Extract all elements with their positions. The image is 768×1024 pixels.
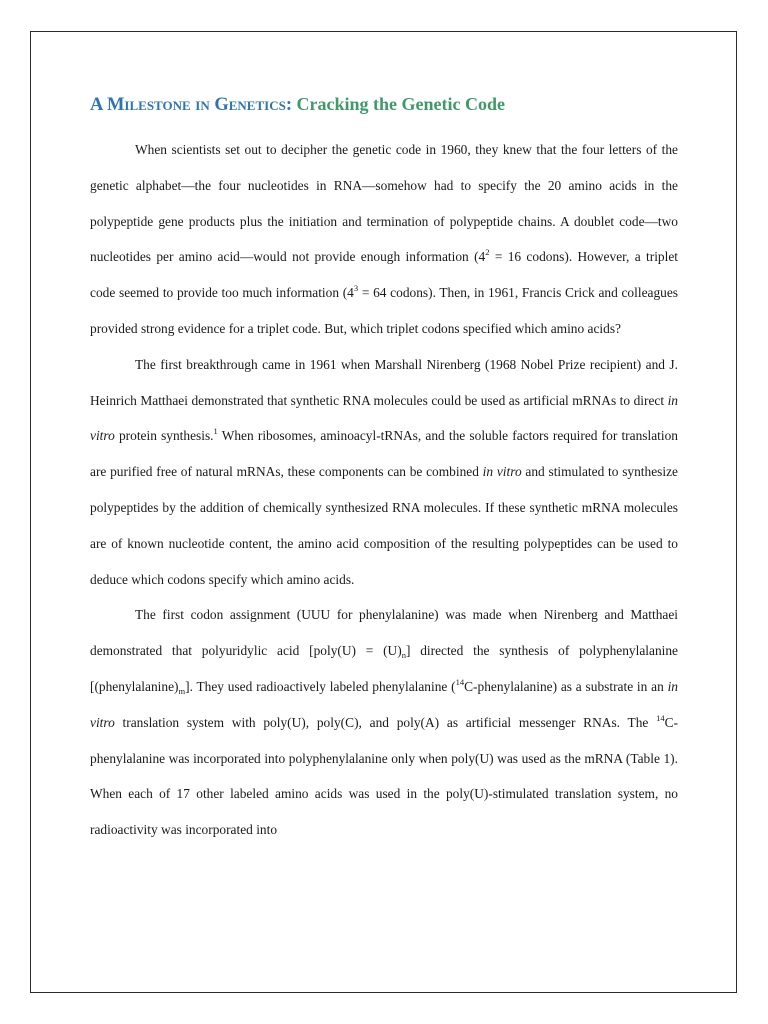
p3-text-b: ] directed the synthesis of polyphenylalanine [(phenylalanine) (90, 643, 678, 694)
p3-superscript-2: 14 (656, 712, 665, 723)
p3-text-e: translation system with poly(U), poly(C), and poly(A) as artificial messenger RNAs. The (114, 714, 657, 730)
p2-italic-1: in vitro (90, 392, 678, 444)
p3-text-d: C-phenylalanine) as a substrate in an (464, 678, 668, 694)
p1-superscript-2: 3 (353, 283, 359, 294)
paragraph-3 (90, 597, 678, 848)
p2-text-b: protein synthesis. (114, 428, 214, 444)
p3-italic-1: in vitro (90, 678, 678, 730)
p3-text-c: ]. They used radioactively labeled phenylalanine ( (185, 678, 456, 694)
paragraph-1 (90, 132, 678, 347)
p1-text-b: = 16 codons). However, a triplet code seemed to provide too much information (4 (90, 249, 678, 301)
p1-text-c: = 64 codons). Then, in 1961, Francis Crick and colleagues provided strong evidence for a triplet code. But, which triplet codons specified which amino acids? (90, 285, 679, 336)
p3-subscript-2: m (178, 685, 186, 696)
p3-text-f: C-phenylalanine was incorporated into polyphenylalanine only when poly(U) was used as the mRNA (Table 1). When each of 17 other labeled amino acids was used in the poly(U)-stimulated translation system, no radioactivity was incorporated into (90, 714, 678, 838)
p2-italic-2: in vitro (482, 464, 522, 480)
p3-text-a: The first codon assignment (UUU for phenylalanine) was made when Nirenberg and Matthaei demonstrated that polyuridylic acid [poly(U) = (U) (90, 607, 678, 659)
p2-footnote-ref: 1 (213, 426, 218, 437)
title-lead: A Milestone in Genetics: (90, 95, 292, 115)
p2-text-c: When ribosomes, aminoacyl-tRNAs, and the soluble factors required for translation are purified free of natural mRNAs, these components can be combined (90, 428, 678, 480)
p1-text-a: When scientists set out to decipher the genetic code in 1960, they knew that the four letters of the genetic alphabet—the four nucleotides in RNA—somehow had to specify the 20 amino acids in the polypeptide gene products plus the initiation and termination of polypeptide chains. A doublet code—two nucleotides per amino acid—would not provide enough information (4 (90, 142, 678, 265)
document-body (90, 90, 678, 848)
p2-text-a: The first breakthrough came in 1961 when Marshall Nirenberg (1968 Nobel Prize recipient) and J. Heinrich Matthaei demonstrated that synthetic RNA molecules could be used as artificial mRNAs to direct (90, 356, 678, 408)
p1-superscript-1: 2 (485, 247, 490, 258)
paragraph-2 (90, 347, 678, 598)
page-title (90, 90, 678, 119)
p2-text-d: and stimulated to synthesize polypeptides by the addition of chemically synthesized RNA molecules. If these synthetic mRNA molecules are of known nucleotide content, the amino acid composition of the resulting polypeptides can be used to deduce which codons specify which amino acids. (90, 464, 678, 587)
p3-superscript-1: 14 (455, 676, 465, 687)
title-subtitle: Cracking the Genetic Code (296, 94, 505, 114)
p3-subscript-1: n (401, 650, 406, 661)
